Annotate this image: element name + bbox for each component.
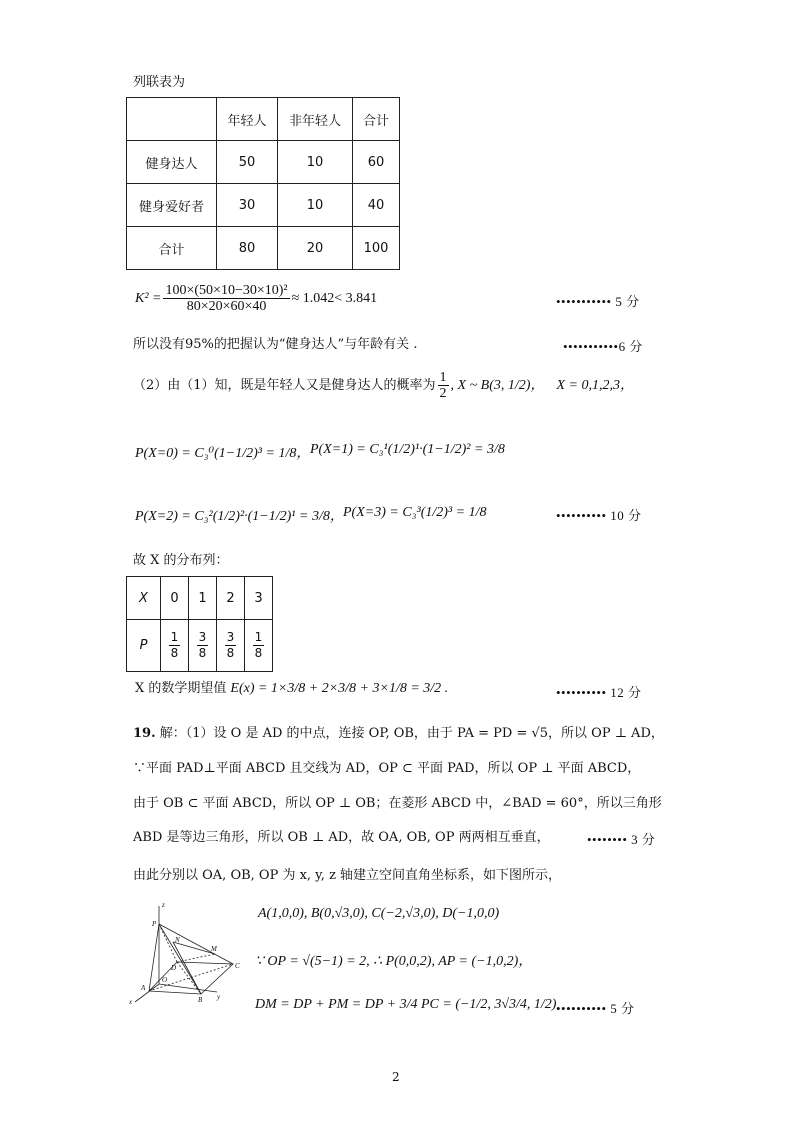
- label-x: x: [129, 998, 133, 1006]
- half-fraction: $\frac{1}{2}$: [439, 370, 447, 401]
- y-axis: [159, 984, 217, 992]
- k2-denominator: 80×20×60×40: [186, 299, 267, 314]
- dist-p-label: P: [127, 620, 161, 672]
- part2-dist: , X ~ B(3, 1/2)，: [450, 377, 545, 393]
- table1-cell: 10: [278, 141, 353, 184]
- k2-lhs: K² =: [135, 290, 162, 306]
- k2-rhs: ≈ 1.042< 3.841: [291, 290, 378, 306]
- label-a: A: [141, 984, 146, 992]
- table1-header-total: 合计: [353, 98, 400, 141]
- q19-op: ∵ OP = √(5−1) = 2, ∴ P(0,0,2), AP = (−1,0,2)，: [255, 954, 533, 969]
- k2-score: ••••••••••• 5 分: [556, 294, 640, 309]
- pyramid-figure: [125, 898, 247, 1010]
- dist-p-value: $\frac{3}{8}$: [189, 620, 217, 672]
- table1-cell: 20: [278, 227, 353, 270]
- q19-line5: 由此分别以 OA, OB, OP 为 x, y, z 轴建立空间直角坐标系，如下图所示，: [133, 868, 562, 883]
- dist-x-value: 2: [217, 577, 245, 620]
- probs-score: •••••••••• 10 分: [556, 508, 642, 523]
- table1-cell: 健身爱好者: [127, 184, 217, 227]
- table1-cell: 健身达人: [127, 141, 217, 184]
- expectation-score: •••••••••• 12 分: [556, 685, 642, 700]
- table1-header-empty: [127, 98, 217, 141]
- label-y: y: [217, 993, 221, 1001]
- label-p: P: [152, 920, 157, 928]
- dist-x-label: X: [127, 577, 161, 620]
- dist-x-value: 0: [161, 577, 189, 620]
- dist-p-value: $\frac{3}{8}$: [217, 620, 245, 672]
- dist-p-value: $\frac{1}{8}$: [161, 620, 189, 672]
- x-axis: [135, 984, 159, 1002]
- q19-coords: A(1,0,0), B(0,√3,0), C(−2,√3,0), D(−1,0,0): [258, 906, 500, 921]
- edge-pa: [149, 924, 159, 991]
- q19-number: 19.: [133, 726, 156, 741]
- prob-p3: P(X=3) = C₃³(1/2)³ = 1/8: [343, 505, 487, 520]
- dist-x-value: 1: [189, 577, 217, 620]
- label-n: N: [175, 936, 180, 944]
- q19-line1-text: 解：（1）设 O 是 AD 的中点，连接 OP, OB，由于 PA = PD = √5，所以 OP ⊥ AD，: [159, 726, 664, 741]
- table1-cell: 10: [278, 184, 353, 227]
- q19-line2: ∵平面 PAD⊥平面 ABCD 且交线为 AD，OP ⊂ 平面 PAD，所以 OP ⊥ 平面 ABCD，: [133, 761, 641, 776]
- dist-title: 故 X 的分布列：: [133, 553, 229, 568]
- table1-cell: 合计: [127, 227, 217, 270]
- table1-cell: 40: [353, 184, 400, 227]
- table1-cell: 80: [217, 227, 278, 270]
- dist-x-value: 3: [245, 577, 273, 620]
- expectation-formula: E(x) = 1×3/8 + 2×3/8 + 3×1/8 = 3/2 .: [230, 681, 449, 696]
- table1-header-nonyoung: 非年轻人: [278, 98, 353, 141]
- dist-p-value: $\frac{1}{8}$: [245, 620, 273, 672]
- k2-numerator: 100×(50×10−30×10)²: [165, 283, 288, 298]
- q19-dm-score: •••••••••• 5 分: [556, 1001, 635, 1016]
- conclusion-text: 所以没有95%的把握认为“健身达人”与年龄有关 .: [133, 337, 418, 352]
- table1-cell: 30: [217, 184, 278, 227]
- expectation-line: [135, 680, 448, 698]
- part2-values: X = 0,1,2,3，: [556, 377, 634, 393]
- prob-p0: P(X=0) = C₃⁰(1−1/2)³ = 1/8，: [135, 446, 311, 461]
- expectation-lead: X 的数学期望值: [135, 681, 227, 696]
- q19-dm: DM = DP + PM = DP + 3/4 PC = (−1/2, 3√3/4, 1/2): [255, 997, 557, 1012]
- page-number: 2: [392, 1070, 400, 1084]
- table1-cell: 100: [353, 227, 400, 270]
- contingency-table: [126, 97, 400, 270]
- table-intro: 列联表为: [133, 75, 186, 90]
- k2-fraction: [163, 283, 289, 314]
- q19-line4: ABD 是等边三角形，所以 OB ⊥ AD，故 OA, OB, OP 两两相互垂直，: [133, 830, 550, 845]
- label-b: B: [198, 996, 203, 1004]
- label-o: O: [162, 976, 168, 984]
- table1-cell: 60: [353, 141, 400, 184]
- label-z: z: [162, 901, 165, 909]
- q19-line4-score: •••••••• 3 分: [587, 832, 656, 847]
- label-c: C: [235, 962, 240, 970]
- label-d: D: [171, 964, 177, 972]
- prob-p2: P(X=2) = C₃²(1/2)²·(1−1/2)¹ = 3/8，: [135, 509, 344, 524]
- label-m: M: [211, 945, 217, 953]
- part2-line: [133, 370, 634, 401]
- part2-lead: （2）由（1）知，既是年轻人又是健身达人的概率为: [133, 377, 436, 393]
- k2-formula: [135, 283, 377, 314]
- distribution-table: [126, 576, 273, 672]
- q19-line3: 由于 OB ⊂ 平面 ABCD，所以 OP ⊥ OB；在菱形 ABCD 中，∠BAD = 60°，所以三角形: [133, 796, 662, 811]
- table1-header-young: 年轻人: [217, 98, 278, 141]
- edge-pc: [159, 924, 233, 964]
- q19-line1: [133, 725, 664, 743]
- table1-cell: 50: [217, 141, 278, 184]
- prob-p1: P(X=1) = C₃¹(1/2)¹·(1−1/2)² = 3/8: [310, 442, 505, 457]
- conclusion-score: •••••••••••6 分: [563, 339, 643, 354]
